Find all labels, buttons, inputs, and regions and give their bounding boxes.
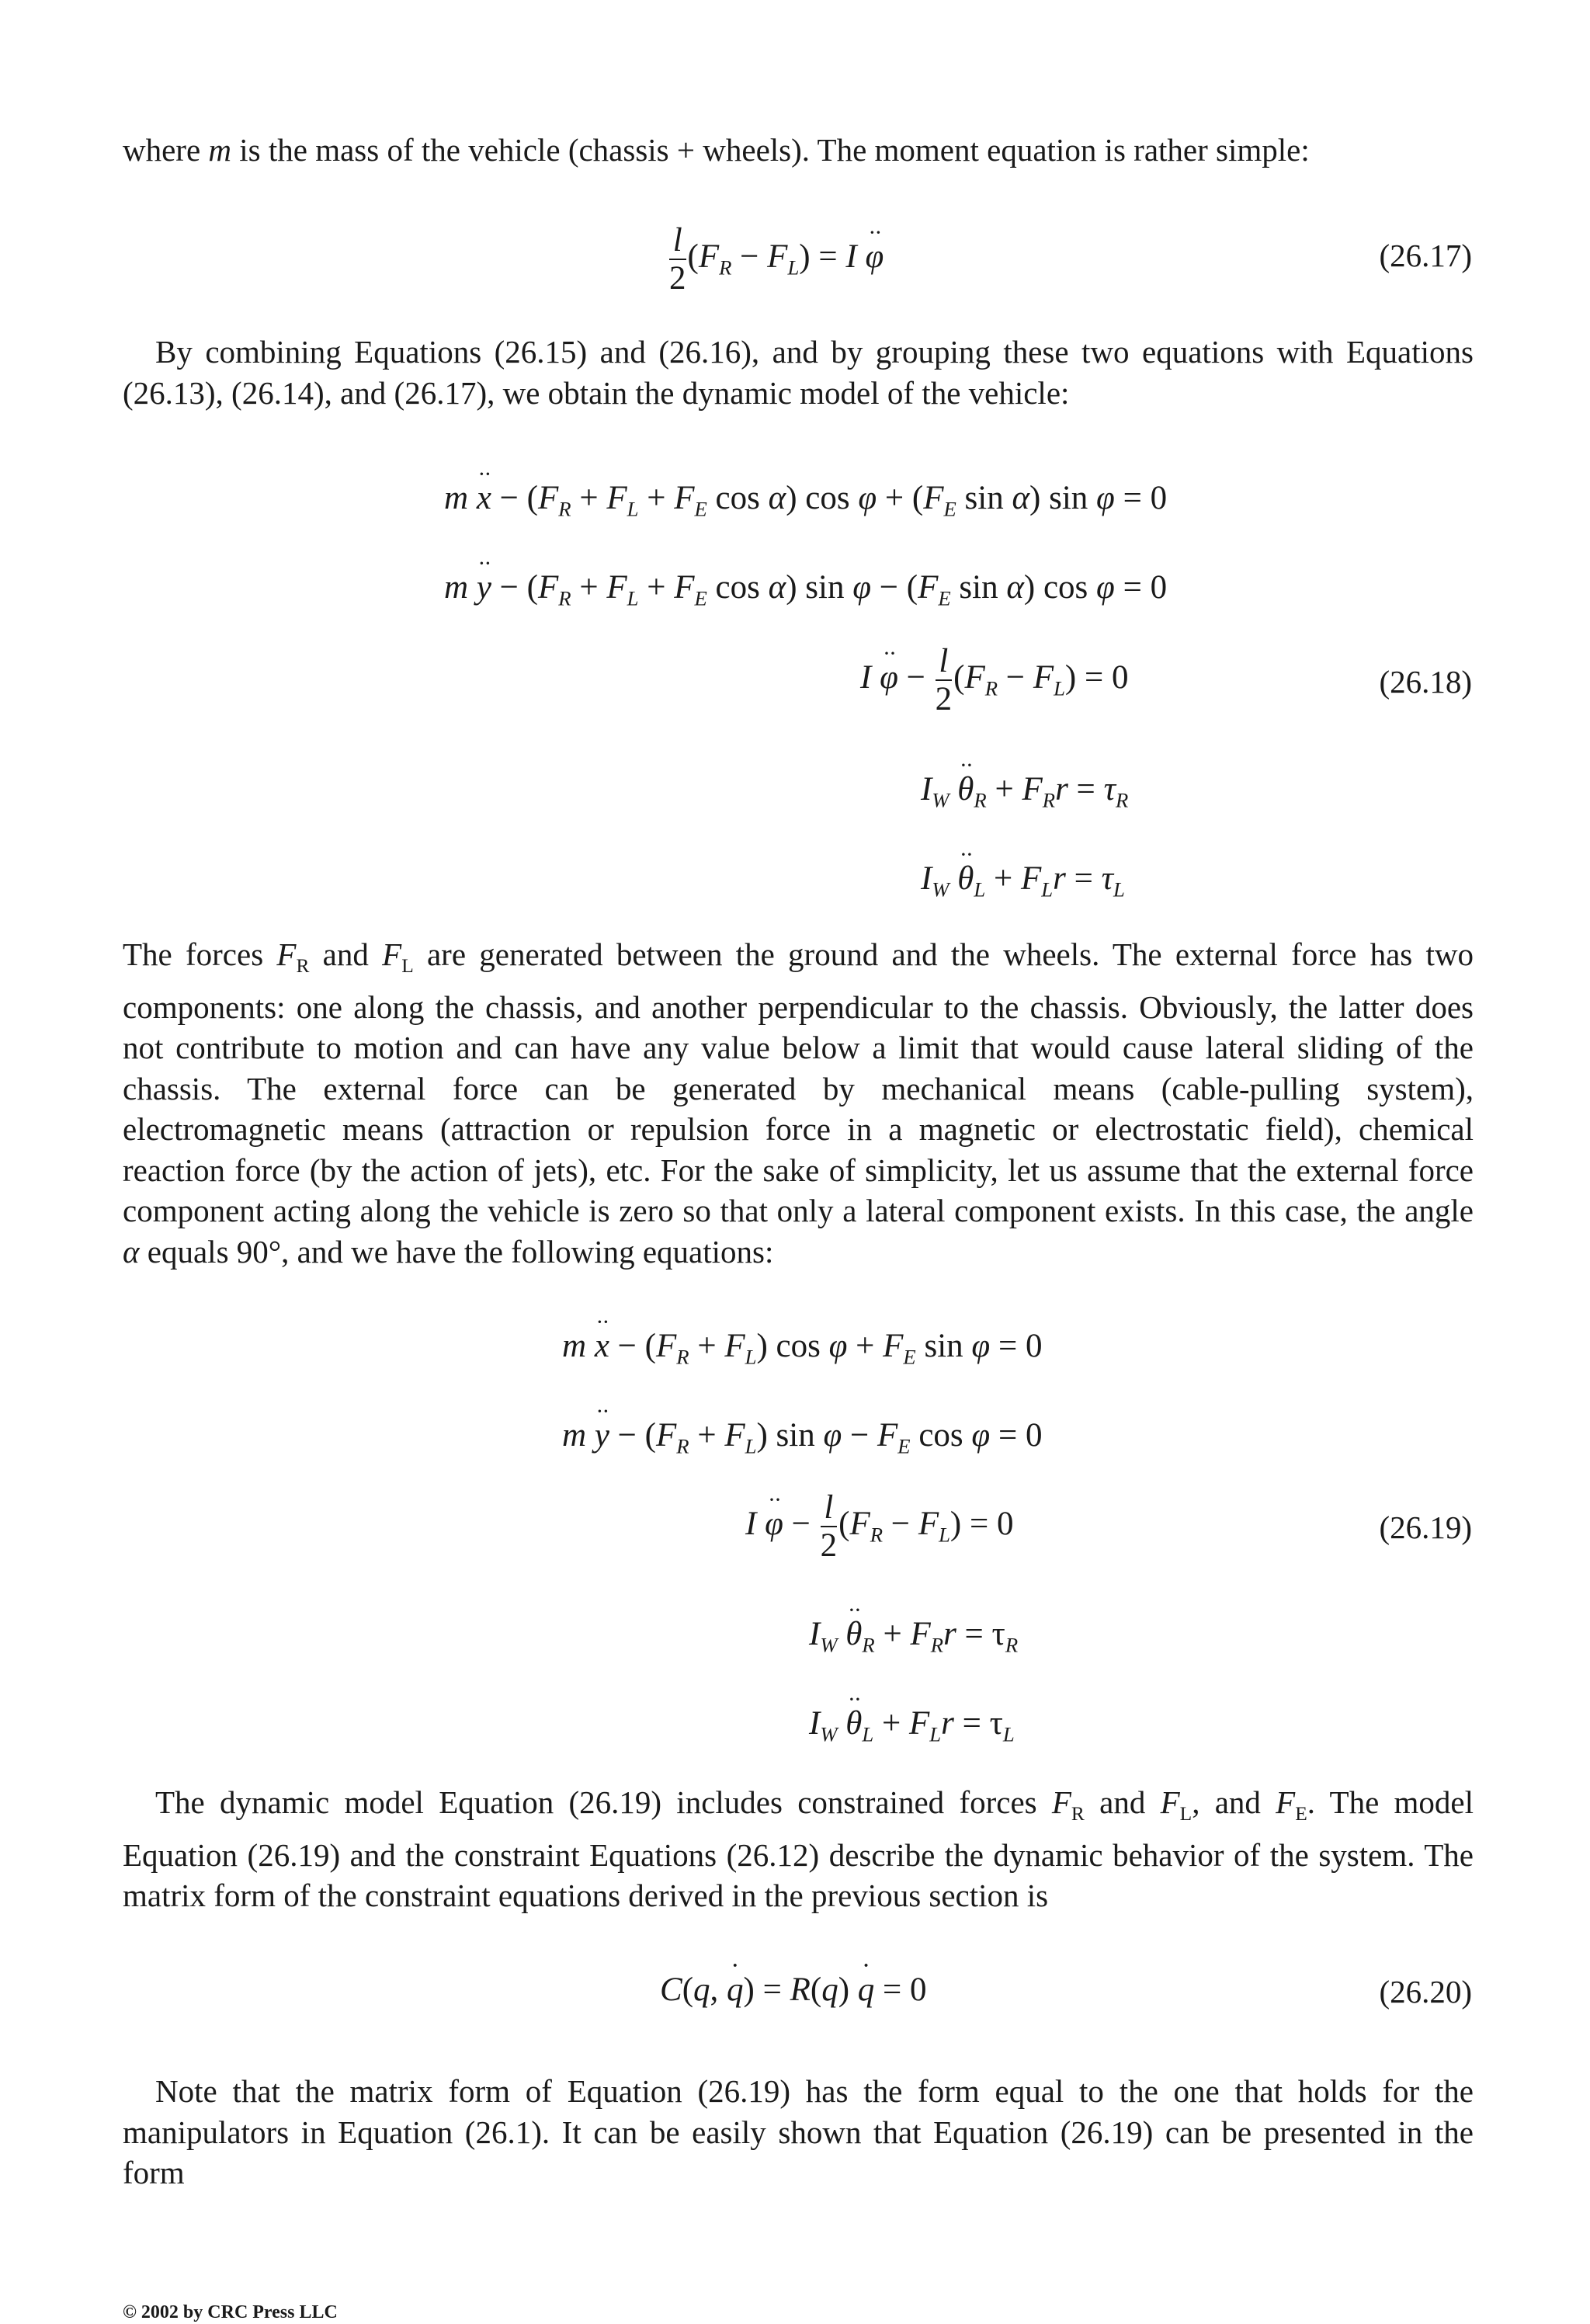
subscript: L <box>401 955 414 978</box>
text: is the mass of the vehicle (chassis + wheels). The moment equation is rather simple: <box>231 132 1310 168</box>
paragraph-3 <box>123 934 1474 1272</box>
paragraph-1 <box>123 130 1474 171</box>
math-var: F <box>1160 1784 1180 1820</box>
text: equals 90°, and we have the following equations: <box>139 1233 774 1270</box>
math-var: F <box>1276 1784 1296 1820</box>
math-var: F <box>382 936 402 972</box>
subscript: R <box>296 955 310 978</box>
text: and <box>1084 1784 1161 1820</box>
math-var: m <box>208 132 232 168</box>
equation-26-18-line-4: $I_W \cdot\cdot \theta_R + F_Rr = \tau_R$ <box>921 773 1128 811</box>
equation-26-18-line-2: $m \cdot\cdot y - (F_R + F_L + F_E$ cos α) $\sin \varphi - (F_E$ sin α) cos φ = 0 <box>444 571 1167 609</box>
equation-26-17: $\frac{l}{2}$ $(F_R - F_L) = I \cdot\cdot \varphi$ <box>668 224 884 295</box>
text: The forces <box>123 936 277 972</box>
equation-26-18-line-5: $I_W \cdot\cdot \theta_L + F_Lr = \tau_L$ <box>921 862 1125 900</box>
equation-26-18-line-1: $m \cdot\cdot x - (F_R + F_L + F_E$ cos α) $\cos \varphi + (F_E$ sin α) sin φ = 0 <box>444 481 1167 519</box>
equation-26-19-line-4: $I_W \cdot\cdot \theta_R + F_Rr = \tau_R$ <box>809 1617 1018 1655</box>
text: . The model Equation (26.19) and the constraint Equations (26.12) describe the dynamic behavior of the system. The matrix form of the constraint equations derived in the previous section is <box>123 1784 1474 1914</box>
paragraph-5: Note that the matrix form of Equation (26.19) has the form equal to the one that holds for the manipulators in Equation (26.1). It can be easily shown that Equation (26.19) can be presented in the form <box>123 2073 1474 2190</box>
equation-26-19-line-3: I ·· φ − $\frac{l}{2}$ $(F_R - F_L) = 0$ <box>745 1491 1014 1562</box>
equation-26-20: C(q, · q) = R(q) · q = 0 <box>660 1973 927 2006</box>
subscript: E <box>1295 1803 1307 1826</box>
paragraph-2: By combining Equations (26.15) and (26.16), and by grouping these two equations with Equations (26.13), (26.14), and (26.17), we obtain the dynamic model of the vehicle: <box>123 334 1474 411</box>
paragraph-4 <box>123 1782 1474 1916</box>
text: , and <box>1192 1784 1276 1820</box>
subscript: L <box>1179 1803 1192 1826</box>
equation-26-19-line-1: $m \cdot\cdot x - (F_R + F_L)$ $\cos \varphi + F_E$ sin φ = 0 <box>562 1329 1042 1367</box>
equation-number: (26.17) <box>1379 238 1472 273</box>
copyright-footer: © 2002 by CRC Press LLC <box>123 2302 338 2322</box>
equation-26-19-line-5: $I_W \cdot\cdot \theta_L + F_Lr = \tau_L$ <box>809 1707 1015 1745</box>
subscript: R <box>1071 1803 1085 1826</box>
equation-26-19-line-2: $m \cdot\cdot y - (F_R + F_L)$ $\sin \varphi - F_E$ cos φ = 0 <box>562 1419 1042 1457</box>
equation-number: (26.19) <box>1379 1509 1472 1545</box>
text: The dynamic model Equation (26.19) includes constrained forces <box>155 1784 1052 1820</box>
text: are generated between the ground and the wheels. The external force has two components: one along the chassis, and another perpendicular to the chassis. Obviously, the latter does not contribute to motion and can have any value below a limit that would cause lateral sliding of the chassis. The external force can be generated by mechanical means (cable-pulling system), electromagnetic means (attraction or repulsion force in a magnetic or electrostatic field), chemical reaction force (by the action of jets), etc. For the sake of simplicity, let us assume that the external force component acting along the vehicle is zero so that only a lateral component exists. In this case, the angle <box>123 936 1474 1229</box>
text: where <box>123 132 209 168</box>
equation-number: (26.18) <box>1379 664 1472 700</box>
equation-number: (26.20) <box>1379 1974 1472 2010</box>
math-var: α <box>123 1233 140 1270</box>
text: and <box>309 936 383 972</box>
math-var: F <box>1051 1784 1071 1820</box>
equation-26-18-line-3: I ·· φ − $\frac{l}{2}$ $(F_R - F_L) = 0$ <box>860 644 1129 716</box>
math-var: F <box>276 936 297 972</box>
